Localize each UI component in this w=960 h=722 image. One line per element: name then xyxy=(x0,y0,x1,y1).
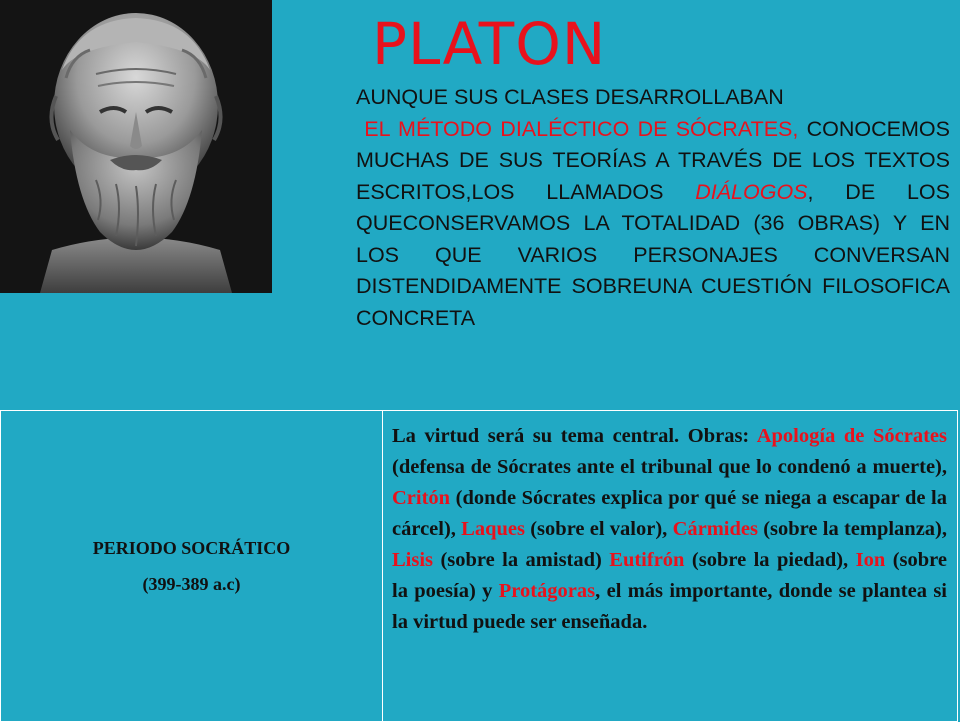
work-lisis: Lisis xyxy=(392,549,434,571)
page-title: PLATON xyxy=(372,10,607,78)
desc-text-1: La virtud será su tema central. Obras: xyxy=(392,425,757,447)
period-name: PERIODO SOCRÁTICO xyxy=(92,538,291,558)
work-eutifron: Eutifrón xyxy=(609,549,685,571)
desc-text-3: (donde Sócrates explica por qué se niega a escapar de la cárcel), xyxy=(392,487,947,540)
period-dates: (399-389 a.c) xyxy=(142,574,241,594)
period-table xyxy=(0,410,958,722)
description-cell xyxy=(383,411,958,722)
work-apologia: Apología de Sócrates xyxy=(756,425,947,447)
desc-text-9: , el más importante, donde se plantea si la virtud puede ser enseñada. xyxy=(392,580,947,633)
plato-bust-image xyxy=(0,0,272,293)
period-cell xyxy=(1,411,383,722)
intro-line-1: AUNQUE SUS CLASES DESARROLLABAN xyxy=(356,85,784,109)
plato-bust-icon xyxy=(0,0,272,293)
work-criton: Critón xyxy=(392,487,451,509)
intro-part-3: , DE LOS QUECONSERVAMOS LA TOTALIDAD (36 OBRAS) Y EN LOS QUE VARIOS PERSONAJES CONVERSAN DISTENDIDAMENTE SOBREUNA CUESTIÓN FILOSOFICA CONCRETA xyxy=(356,179,950,330)
work-ion: Ion xyxy=(855,549,886,571)
desc-text-2: (defensa de Sócrates ante el tribunal que lo condenó a muerte), xyxy=(392,456,947,478)
period-table-container xyxy=(0,410,960,720)
dialectic-method-text: EL MÉTODO DIALÉCTICO DE SÓCRATES, xyxy=(364,116,799,141)
desc-text-4: (sobre el valor), xyxy=(524,518,673,540)
desc-text-6: (sobre la amistad) xyxy=(433,549,610,571)
desc-text-8: (sobre la poesía) y xyxy=(392,549,947,602)
desc-text-5: (sobre la templanza), xyxy=(757,518,947,540)
intro-body xyxy=(356,114,950,335)
intro-part-2: CONOCEMOS MUCHAS DE SUS TEORÍAS A TRAVÉS DE LOS TEXTOS ESCRITOS,LOS LLAMADOS xyxy=(356,116,950,204)
work-protagoras: Protágoras xyxy=(498,580,596,602)
dialogos-term: DIÁLOGOS xyxy=(695,179,808,204)
work-carmides: Cármides xyxy=(672,518,758,540)
table-row xyxy=(1,411,958,722)
intro-paragraph xyxy=(356,82,950,334)
work-laques: Laques xyxy=(461,518,525,540)
desc-text-7: (sobre la piedad), xyxy=(684,549,856,571)
